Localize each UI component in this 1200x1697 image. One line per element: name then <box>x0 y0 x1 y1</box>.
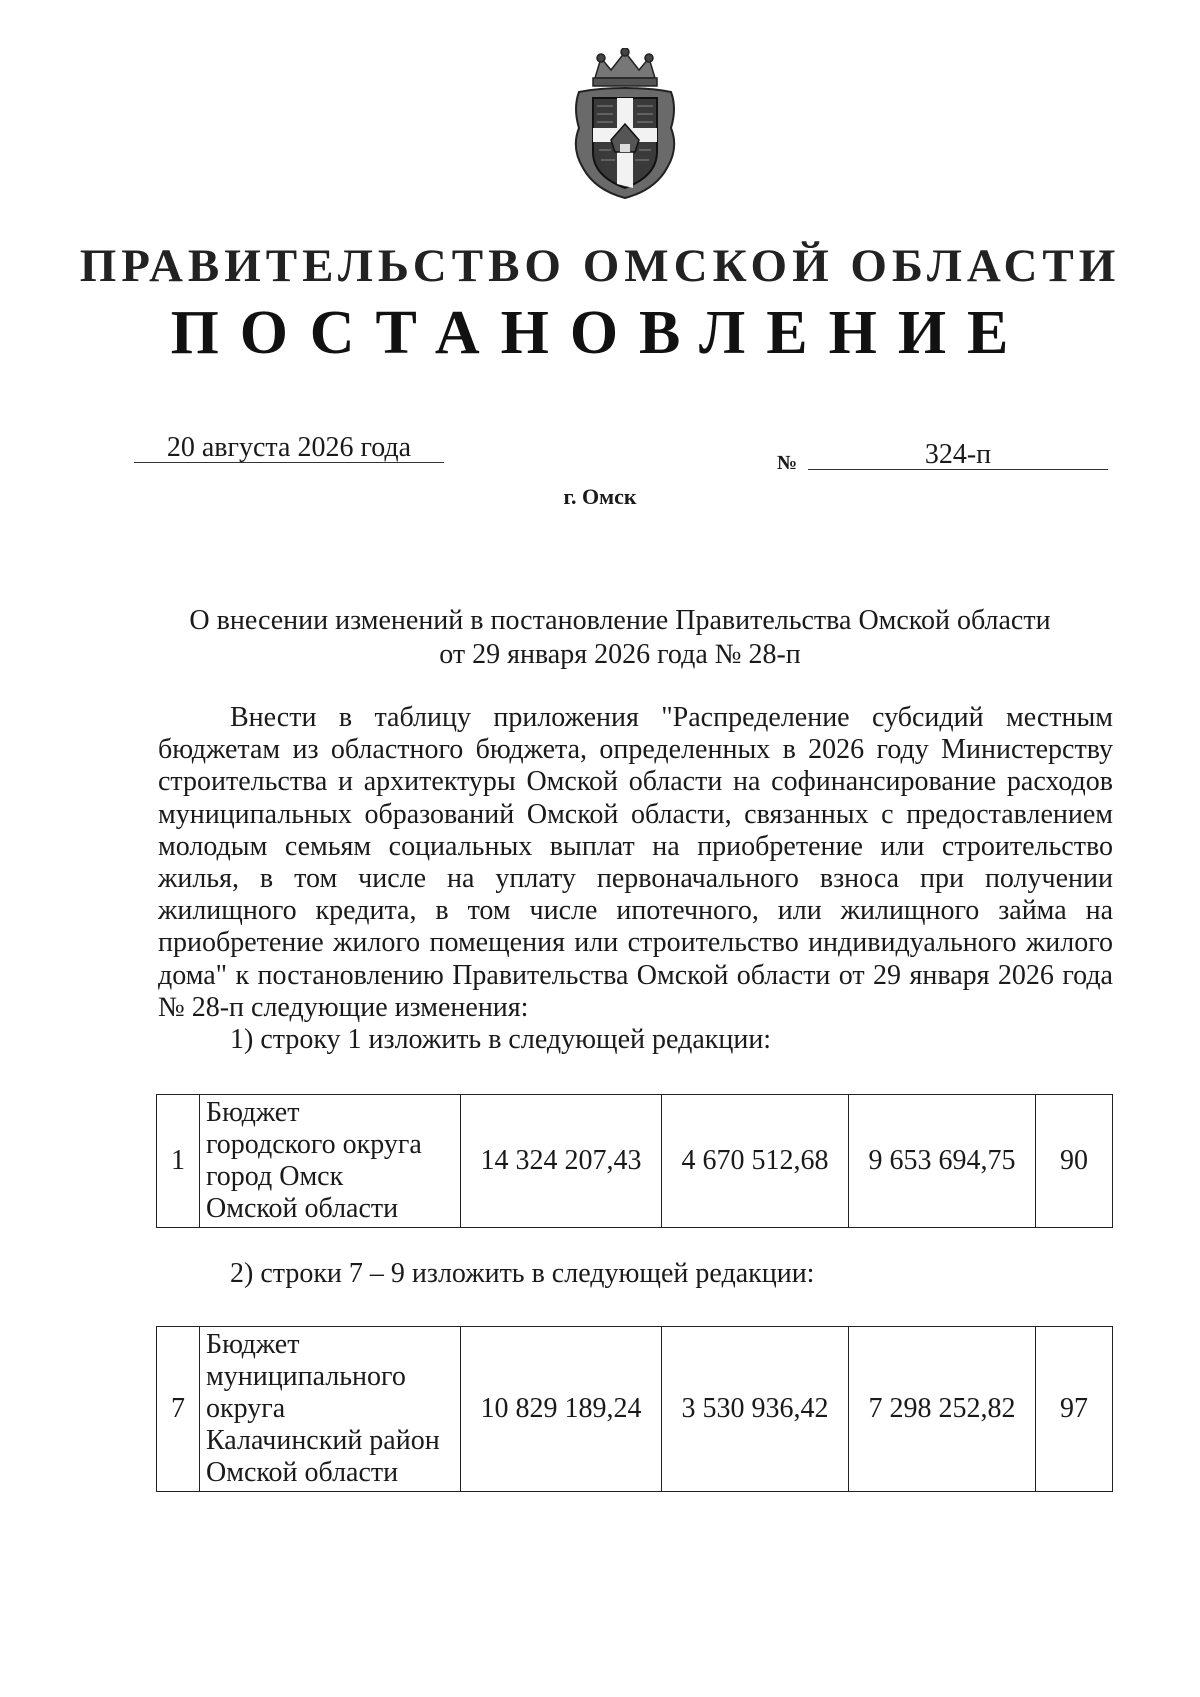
families-count: 97 <box>1036 1327 1113 1492</box>
document-subject <box>150 604 1090 672</box>
budget-name-line: муниципального <box>206 1361 406 1392</box>
table-row <box>157 1327 1113 1492</box>
body-paragraph: Внести в таблицу приложения "Распределение субсидий местным бюджетам из областного бюджета, определенных в 2026 году Министерству строительства и архитектуры Омской области на софинансирование расходов муниципальных образований Омской области, связанных с предоставлением молодым семьям социальных выплат на приобретение или строительство жилья, в том числе на уплату первоначального взноса при получении жилищного кредита, в том числе ипотечного, или жилищного займа на приобретение жилого помещения или строительство индивидуального жилого дома" к постановлению Правительства Омской области от 29 января 2026 года № 28-п следующие изменения: <box>158 702 1113 1023</box>
government-title: ПРАВИТЕЛЬСТВО ОМСКОЙ ОБЛАСТИ <box>79 240 1121 292</box>
budget-name-line: Бюджет <box>206 1097 300 1128</box>
number-sign: № <box>777 452 798 474</box>
total-amount: 14 324 207,43 <box>461 1095 662 1228</box>
subject-line-2: от 29 января 2026 года № 28-п <box>439 639 801 670</box>
budget-name-line: город Омск <box>206 1161 344 1192</box>
budget-name <box>200 1095 461 1228</box>
budget-name-line: Калачинский район <box>206 1425 440 1456</box>
total-amount: 10 829 189,24 <box>461 1327 662 1492</box>
amendment-item-2: 2) строки 7 – 9 изложить в следующей редакции: <box>230 1258 815 1289</box>
amount-column-2: 4 670 512,68 <box>662 1095 849 1228</box>
amendment-table-1 <box>156 1094 1113 1228</box>
date-underline <box>134 462 444 463</box>
budget-name-line: Омской области <box>206 1457 399 1488</box>
city-name: г. Омск <box>563 484 637 509</box>
document-date: 20 августа 2026 года <box>166 432 412 463</box>
document-type-title: ПОСТАНОВЛЕНИЕ <box>170 299 1030 367</box>
document-body <box>158 702 1113 1056</box>
row-number: 1 <box>157 1095 200 1228</box>
amendment-table-2 <box>156 1326 1113 1492</box>
number-underline <box>808 469 1108 470</box>
amount-column-3: 9 653 694,75 <box>849 1095 1036 1228</box>
row-number: 7 <box>157 1327 200 1492</box>
budget-name <box>200 1327 461 1492</box>
coat-of-arms-icon <box>565 48 685 200</box>
budget-name-line: Бюджет <box>206 1329 300 1360</box>
amount-column-3: 7 298 252,82 <box>849 1327 1036 1492</box>
budget-name-line: Омской области <box>206 1193 399 1224</box>
subject-line-1: О внесении изменений в постановление Правительства Омской области <box>189 605 1051 636</box>
amount-column-2: 3 530 936,42 <box>662 1327 849 1492</box>
amendment-item-1: 1) строку 1 изложить в следующей редакции: <box>230 1024 772 1056</box>
budget-name-line: городского округа <box>206 1129 422 1160</box>
document-number: 324-п <box>924 439 992 470</box>
budget-name-line: округа <box>206 1393 286 1424</box>
table-row <box>157 1095 1113 1228</box>
families-count: 90 <box>1036 1095 1113 1228</box>
